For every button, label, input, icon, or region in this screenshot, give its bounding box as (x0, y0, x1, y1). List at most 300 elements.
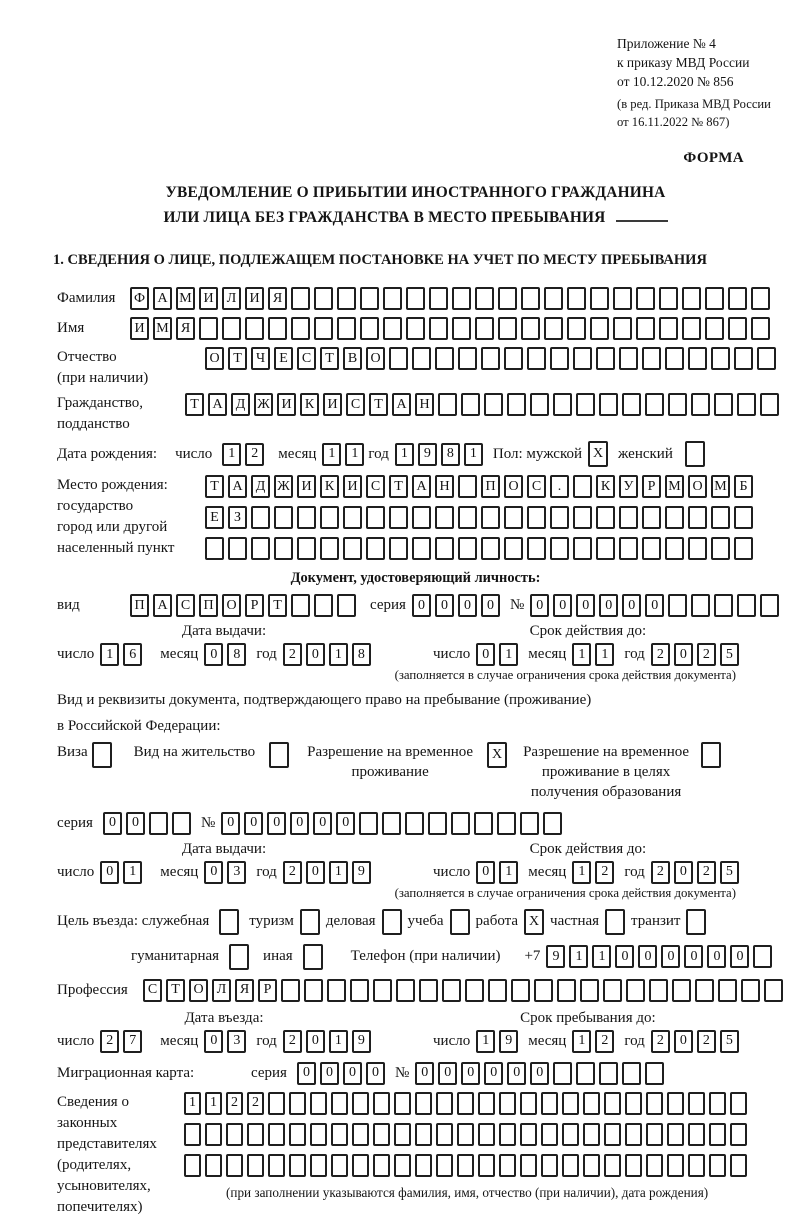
migcard-number-input[interactable] (415, 1062, 668, 1085)
char-cell[interactable] (268, 317, 287, 340)
char-cell[interactable] (289, 1154, 306, 1177)
char-cell[interactable]: 5 (720, 861, 739, 884)
char-cell[interactable]: Н (435, 475, 454, 498)
char-cell[interactable] (373, 1092, 390, 1115)
char-cell[interactable] (436, 1123, 453, 1146)
char-cell[interactable]: 6 (123, 643, 142, 666)
char-cell[interactable] (622, 1062, 641, 1085)
char-cell[interactable] (695, 979, 714, 1002)
char-cell[interactable]: 1 (572, 861, 591, 884)
char-cell[interactable] (734, 537, 753, 560)
char-cell[interactable]: А (153, 594, 172, 617)
char-cell[interactable] (544, 317, 563, 340)
char-cell[interactable]: Ж (254, 393, 273, 416)
char-cell[interactable] (613, 317, 632, 340)
char-cell[interactable] (626, 979, 645, 1002)
char-cell[interactable] (428, 812, 447, 835)
char-cell[interactable] (573, 347, 592, 370)
visa-checkbox[interactable] (92, 742, 112, 768)
char-cell[interactable] (435, 506, 454, 529)
char-cell[interactable] (497, 812, 516, 835)
char-cell[interactable] (642, 347, 661, 370)
char-cell[interactable]: 1 (499, 643, 518, 666)
char-cell[interactable]: О (189, 979, 208, 1002)
char-cell[interactable] (760, 393, 779, 416)
char-cell[interactable] (728, 287, 747, 310)
char-cell[interactable]: Т (205, 475, 224, 498)
char-cell[interactable]: 2 (283, 1030, 302, 1053)
char-cell[interactable] (520, 1092, 537, 1115)
char-cell[interactable]: 0 (435, 594, 454, 617)
char-cell[interactable] (599, 1062, 618, 1085)
char-cell[interactable] (297, 506, 316, 529)
char-cell[interactable] (541, 1154, 558, 1177)
char-cell[interactable] (550, 347, 569, 370)
char-cell[interactable]: Т (389, 475, 408, 498)
char-cell[interactable] (734, 347, 753, 370)
char-cell[interactable] (619, 537, 638, 560)
char-cell[interactable]: 8 (441, 443, 460, 466)
char-cell[interactable] (668, 594, 687, 617)
char-cell[interactable] (360, 317, 379, 340)
char-cell[interactable] (442, 979, 461, 1002)
char-cell[interactable]: 3 (227, 1030, 246, 1053)
char-cell[interactable] (701, 742, 721, 768)
char-cell[interactable]: 2 (651, 861, 670, 884)
char-cell[interactable]: 2 (226, 1092, 243, 1115)
char-cell[interactable]: 1 (205, 1092, 222, 1115)
char-cell[interactable] (562, 1154, 579, 1177)
char-cell[interactable] (320, 537, 339, 560)
char-cell[interactable]: Т (268, 594, 287, 617)
char-cell[interactable] (314, 594, 333, 617)
char-cell[interactable] (320, 506, 339, 529)
char-cell[interactable] (709, 1154, 726, 1177)
char-cell[interactable] (667, 1123, 684, 1146)
char-cell[interactable] (728, 317, 747, 340)
char-cell[interactable] (636, 317, 655, 340)
char-cell[interactable] (686, 909, 706, 935)
char-cell[interactable] (688, 506, 707, 529)
char-cell[interactable] (226, 1154, 243, 1177)
id-doc-series-input[interactable] (412, 594, 504, 617)
char-cell[interactable] (665, 506, 684, 529)
char-cell[interactable]: С (527, 475, 546, 498)
char-cell[interactable] (149, 812, 168, 835)
char-cell[interactable]: 0 (674, 1030, 693, 1053)
char-cell[interactable]: 0 (576, 594, 595, 617)
char-cell[interactable] (511, 979, 530, 1002)
char-cell[interactable]: 0 (622, 594, 641, 617)
char-cell[interactable] (711, 506, 730, 529)
char-cell[interactable]: М (665, 475, 684, 498)
char-cell[interactable] (645, 1062, 664, 1085)
stay-issue-month-input[interactable] (204, 861, 250, 884)
char-cell[interactable]: 2 (651, 643, 670, 666)
char-cell[interactable]: 0 (343, 1062, 362, 1085)
char-cell[interactable] (343, 537, 362, 560)
char-cell[interactable]: 7 (123, 1030, 142, 1053)
char-cell[interactable] (646, 1123, 663, 1146)
char-cell[interactable] (764, 979, 783, 1002)
char-cell[interactable] (481, 506, 500, 529)
char-cell[interactable] (327, 979, 346, 1002)
char-cell[interactable] (251, 506, 270, 529)
char-cell[interactable] (304, 979, 323, 1002)
char-cell[interactable] (415, 1154, 432, 1177)
stay-issue-day-input[interactable] (100, 861, 146, 884)
char-cell[interactable] (251, 537, 270, 560)
purpose-tourism-checkbox[interactable] (300, 909, 320, 935)
char-cell[interactable]: 1 (123, 861, 142, 884)
char-cell[interactable]: Д (251, 475, 270, 498)
char-cell[interactable]: Я (268, 287, 287, 310)
char-cell[interactable]: X (487, 742, 507, 768)
char-cell[interactable] (337, 287, 356, 310)
char-cell[interactable] (389, 506, 408, 529)
char-cell[interactable] (622, 393, 641, 416)
char-cell[interactable] (714, 594, 733, 617)
char-cell[interactable] (504, 347, 523, 370)
char-cell[interactable]: Ч (251, 347, 270, 370)
char-cell[interactable] (458, 347, 477, 370)
char-cell[interactable]: 0 (267, 812, 286, 835)
char-cell[interactable] (734, 506, 753, 529)
char-cell[interactable]: П (199, 594, 218, 617)
char-cell[interactable] (741, 979, 760, 1002)
char-cell[interactable] (310, 1123, 327, 1146)
char-cell[interactable] (527, 347, 546, 370)
char-cell[interactable]: Т (185, 393, 204, 416)
char-cell[interactable]: 0 (481, 594, 500, 617)
char-cell[interactable] (580, 979, 599, 1002)
char-cell[interactable]: 2 (595, 861, 614, 884)
char-cell[interactable] (659, 317, 678, 340)
char-cell[interactable]: 1 (595, 643, 614, 666)
char-cell[interactable] (394, 1123, 411, 1146)
char-cell[interactable]: 1 (329, 861, 348, 884)
char-cell[interactable] (667, 1092, 684, 1115)
surname-input[interactable] (130, 287, 774, 310)
char-cell[interactable] (226, 1123, 243, 1146)
char-cell[interactable]: А (228, 475, 247, 498)
char-cell[interactable]: 9 (499, 1030, 518, 1053)
char-cell[interactable] (718, 979, 737, 1002)
char-cell[interactable] (590, 287, 609, 310)
char-cell[interactable]: 0 (204, 643, 223, 666)
char-cell[interactable] (412, 506, 431, 529)
char-cell[interactable] (596, 347, 615, 370)
char-cell[interactable] (481, 537, 500, 560)
char-cell[interactable]: 1 (569, 945, 588, 968)
char-cell[interactable] (688, 1092, 705, 1115)
char-cell[interactable] (645, 393, 664, 416)
sex-female-checkbox[interactable] (685, 441, 705, 467)
char-cell[interactable] (705, 287, 724, 310)
char-cell[interactable]: А (412, 475, 431, 498)
char-cell[interactable]: Ф (130, 287, 149, 310)
char-cell[interactable]: К (320, 475, 339, 498)
char-cell[interactable] (573, 506, 592, 529)
char-cell[interactable] (691, 393, 710, 416)
profession-input[interactable] (143, 979, 787, 1002)
char-cell[interactable]: 0 (684, 945, 703, 968)
char-cell[interactable]: 0 (366, 1062, 385, 1085)
char-cell[interactable]: А (153, 287, 172, 310)
purpose-study-checkbox[interactable] (450, 909, 470, 935)
char-cell[interactable]: 2 (697, 643, 716, 666)
char-cell[interactable] (438, 393, 457, 416)
char-cell[interactable] (751, 317, 770, 340)
char-cell[interactable]: 1 (345, 443, 364, 466)
char-cell[interactable]: 0 (204, 1030, 223, 1053)
char-cell[interactable]: И (245, 287, 264, 310)
char-cell[interactable]: Т (228, 347, 247, 370)
char-cell[interactable]: М (153, 317, 172, 340)
char-cell[interactable] (205, 537, 224, 560)
char-cell[interactable] (389, 537, 408, 560)
char-cell[interactable]: 1 (499, 861, 518, 884)
char-cell[interactable] (682, 287, 701, 310)
guardians-row3-input[interactable] (184, 1154, 751, 1177)
char-cell[interactable] (458, 506, 477, 529)
char-cell[interactable] (737, 594, 756, 617)
char-cell[interactable] (753, 945, 772, 968)
char-cell[interactable]: 1 (222, 443, 241, 466)
temp-residence-edu-checkbox[interactable] (701, 742, 721, 768)
char-cell[interactable]: 2 (245, 443, 264, 466)
purpose-work-checkbox[interactable] (524, 909, 544, 935)
stay-doc-number-input[interactable] (221, 812, 566, 835)
char-cell[interactable] (337, 317, 356, 340)
char-cell[interactable] (520, 812, 539, 835)
char-cell[interactable]: 0 (244, 812, 263, 835)
char-cell[interactable] (573, 537, 592, 560)
char-cell[interactable] (245, 317, 264, 340)
char-cell[interactable]: З (228, 506, 247, 529)
char-cell[interactable] (268, 1154, 285, 1177)
char-cell[interactable] (534, 979, 553, 1002)
char-cell[interactable]: 0 (530, 594, 549, 617)
char-cell[interactable]: 2 (100, 1030, 119, 1053)
entry-day-input[interactable] (100, 1030, 146, 1053)
char-cell[interactable]: 0 (438, 1062, 457, 1085)
char-cell[interactable] (289, 1092, 306, 1115)
id-doc-number-input[interactable] (530, 594, 783, 617)
char-cell[interactable] (415, 1092, 432, 1115)
char-cell[interactable]: 0 (306, 861, 325, 884)
char-cell[interactable] (530, 393, 549, 416)
stay-expiry-day-input[interactable] (476, 861, 522, 884)
char-cell[interactable]: Р (258, 979, 277, 1002)
char-cell[interactable] (543, 812, 562, 835)
char-cell[interactable] (760, 594, 779, 617)
char-cell[interactable]: 0 (730, 945, 749, 968)
char-cell[interactable] (412, 347, 431, 370)
birthplace-row3-input[interactable] (205, 537, 757, 560)
char-cell[interactable] (691, 594, 710, 617)
char-cell[interactable]: 2 (283, 643, 302, 666)
char-cell[interactable] (730, 1092, 747, 1115)
char-cell[interactable] (406, 287, 425, 310)
char-cell[interactable] (247, 1123, 264, 1146)
stay-expiry-year-input[interactable] (651, 861, 743, 884)
char-cell[interactable] (205, 1154, 222, 1177)
birthplace-row2-input[interactable] (205, 506, 757, 529)
char-cell[interactable] (435, 347, 454, 370)
char-cell[interactable]: 2 (247, 1092, 264, 1115)
stay-until-day-input[interactable] (476, 1030, 522, 1053)
char-cell[interactable] (619, 347, 638, 370)
char-cell[interactable] (636, 287, 655, 310)
char-cell[interactable]: . (550, 475, 569, 498)
char-cell[interactable] (603, 979, 622, 1002)
char-cell[interactable] (412, 537, 431, 560)
char-cell[interactable] (419, 979, 438, 1002)
char-cell[interactable]: С (346, 393, 365, 416)
char-cell[interactable] (667, 1154, 684, 1177)
citizenship-input[interactable] (185, 393, 783, 416)
char-cell[interactable] (268, 1123, 285, 1146)
char-cell[interactable]: 0 (458, 594, 477, 617)
char-cell[interactable]: М (176, 287, 195, 310)
char-cell[interactable] (343, 506, 362, 529)
char-cell[interactable] (646, 1092, 663, 1115)
char-cell[interactable] (222, 317, 241, 340)
char-cell[interactable]: Т (369, 393, 388, 416)
char-cell[interactable] (711, 537, 730, 560)
char-cell[interactable] (352, 1154, 369, 1177)
char-cell[interactable]: 0 (476, 643, 495, 666)
char-cell[interactable]: 0 (674, 861, 693, 884)
char-cell[interactable] (366, 537, 385, 560)
char-cell[interactable] (625, 1154, 642, 1177)
char-cell[interactable] (92, 742, 112, 768)
char-cell[interactable] (688, 1154, 705, 1177)
char-cell[interactable]: 0 (661, 945, 680, 968)
char-cell[interactable] (331, 1092, 348, 1115)
char-cell[interactable] (450, 909, 470, 935)
char-cell[interactable] (557, 979, 576, 1002)
char-cell[interactable]: П (130, 594, 149, 617)
entry-month-input[interactable] (204, 1030, 250, 1053)
stay-doc-series-input[interactable] (103, 812, 195, 835)
char-cell[interactable] (541, 1123, 558, 1146)
char-cell[interactable]: И (343, 475, 362, 498)
char-cell[interactable]: 0 (507, 1062, 526, 1085)
char-cell[interactable] (310, 1154, 327, 1177)
char-cell[interactable]: 1 (329, 1030, 348, 1053)
migcard-series-input[interactable] (297, 1062, 389, 1085)
char-cell[interactable]: 0 (320, 1062, 339, 1085)
char-cell[interactable] (665, 347, 684, 370)
char-cell[interactable]: О (688, 475, 707, 498)
char-cell[interactable] (383, 287, 402, 310)
char-cell[interactable]: Е (274, 347, 293, 370)
char-cell[interactable]: 1 (395, 443, 414, 466)
char-cell[interactable]: Я (235, 979, 254, 1002)
char-cell[interactable]: 0 (615, 945, 634, 968)
char-cell[interactable]: 0 (100, 861, 119, 884)
char-cell[interactable] (688, 347, 707, 370)
char-cell[interactable]: Р (642, 475, 661, 498)
patronymic-input[interactable] (205, 347, 780, 370)
char-cell[interactable]: 0 (638, 945, 657, 968)
char-cell[interactable]: И (199, 287, 218, 310)
given-name-input[interactable] (130, 317, 774, 340)
char-cell[interactable] (498, 287, 517, 310)
char-cell[interactable] (382, 909, 402, 935)
char-cell[interactable] (567, 317, 586, 340)
char-cell[interactable] (605, 909, 625, 935)
char-cell[interactable] (488, 979, 507, 1002)
char-cell[interactable]: Л (212, 979, 231, 1002)
char-cell[interactable] (562, 1092, 579, 1115)
char-cell[interactable] (172, 812, 191, 835)
char-cell[interactable]: А (208, 393, 227, 416)
char-cell[interactable]: 1 (100, 643, 119, 666)
char-cell[interactable] (659, 287, 678, 310)
char-cell[interactable] (289, 1123, 306, 1146)
char-cell[interactable] (649, 979, 668, 1002)
char-cell[interactable]: 0 (645, 594, 664, 617)
char-cell[interactable]: 0 (126, 812, 145, 835)
char-cell[interactable] (481, 347, 500, 370)
char-cell[interactable] (751, 287, 770, 310)
char-cell[interactable] (394, 1092, 411, 1115)
char-cell[interactable]: 2 (595, 1030, 614, 1053)
char-cell[interactable] (451, 812, 470, 835)
char-cell[interactable]: С (143, 979, 162, 1002)
char-cell[interactable] (406, 317, 425, 340)
char-cell[interactable] (550, 537, 569, 560)
char-cell[interactable]: 9 (352, 1030, 371, 1053)
char-cell[interactable] (373, 1123, 390, 1146)
char-cell[interactable] (484, 393, 503, 416)
char-cell[interactable] (478, 1123, 495, 1146)
char-cell[interactable]: А (392, 393, 411, 416)
char-cell[interactable]: О (504, 475, 523, 498)
char-cell[interactable] (382, 812, 401, 835)
char-cell[interactable]: 1 (322, 443, 341, 466)
char-cell[interactable]: 0 (461, 1062, 480, 1085)
char-cell[interactable] (337, 594, 356, 617)
char-cell[interactable] (520, 1154, 537, 1177)
char-cell[interactable] (373, 979, 392, 1002)
char-cell[interactable]: И (323, 393, 342, 416)
char-cell[interactable] (553, 1062, 572, 1085)
sex-male-checkbox[interactable] (588, 441, 608, 467)
char-cell[interactable] (475, 317, 494, 340)
char-cell[interactable] (184, 1123, 201, 1146)
char-cell[interactable] (331, 1123, 348, 1146)
char-cell[interactable] (625, 1092, 642, 1115)
purpose-other-checkbox[interactable] (303, 944, 323, 970)
char-cell[interactable]: 0 (204, 861, 223, 884)
char-cell[interactable] (682, 317, 701, 340)
char-cell[interactable] (499, 1092, 516, 1115)
char-cell[interactable] (576, 393, 595, 416)
char-cell[interactable]: Р (245, 594, 264, 617)
char-cell[interactable] (672, 979, 691, 1002)
char-cell[interactable] (291, 594, 310, 617)
char-cell[interactable] (498, 317, 517, 340)
char-cell[interactable] (429, 317, 448, 340)
char-cell[interactable] (619, 506, 638, 529)
char-cell[interactable]: X (524, 909, 544, 935)
char-cell[interactable] (737, 393, 756, 416)
stay-issue-year-input[interactable] (283, 861, 375, 884)
